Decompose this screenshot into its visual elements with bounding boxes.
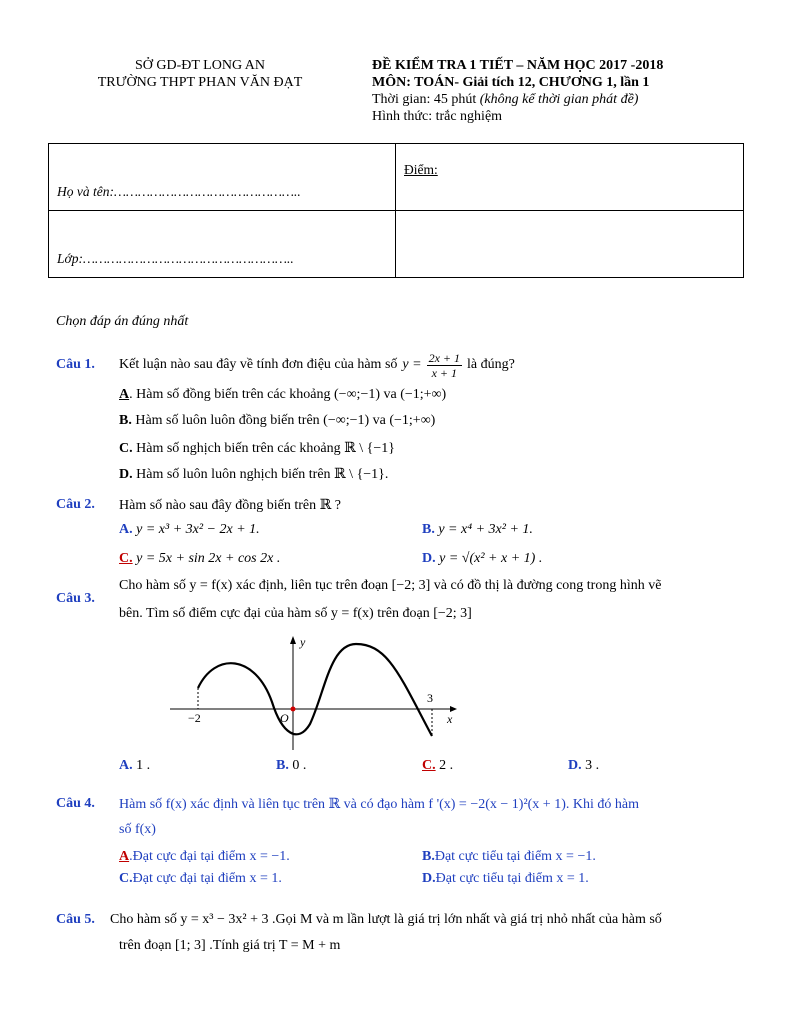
- q3-label: Câu 3.: [56, 591, 95, 606]
- q2-option-b[interactable]: [422, 522, 533, 538]
- q1-fraction-num: 2x + 1: [428, 350, 460, 365]
- q3-c-key: C.: [422, 758, 436, 773]
- q1-c-key: C.: [119, 441, 133, 456]
- tick-left-label: −2: [188, 711, 201, 725]
- q3-function-graph: [160, 632, 470, 754]
- header-right: [372, 57, 772, 125]
- q1-stem: [119, 345, 515, 385]
- origin-label: O: [280, 711, 289, 725]
- exam-format: Hình thức: trắc nghiệm: [372, 109, 503, 124]
- school-name: TRƯỜNG THPT PHAN VĂN ĐẠT: [97, 75, 303, 90]
- q1-option-a[interactable]: [119, 387, 446, 403]
- q4-b-key: B.: [422, 849, 435, 864]
- q4-stem-line2: số f(x): [119, 822, 156, 837]
- q4-a-key: A: [119, 849, 130, 864]
- dept-name: SỞ GD-ĐT LONG AN: [134, 58, 266, 73]
- function-curve: [198, 644, 432, 736]
- q3-stem-line2: bên. Tìm số điểm cực đại của hàm số y = f(x) trên đoạn [−2; 3]: [119, 606, 472, 621]
- q4-option-c[interactable]: [119, 871, 282, 887]
- q5-stem-line1: Cho hàm số y = x³ − 3x² + 3 .Gọi M và m lần lượt là giá trị lớn nhất và giá trị nhỏ nhất của hàm số: [110, 912, 662, 927]
- student-class-field: Lớp:……………………………………………..: [49, 211, 396, 278]
- q1-option-d[interactable]: [119, 466, 388, 483]
- q3-d-key: D.: [568, 758, 582, 773]
- q1-option-c[interactable]: [119, 440, 395, 457]
- q4-option-d[interactable]: [422, 871, 589, 887]
- instruction: Chọn đáp án đúng nhất: [56, 314, 189, 329]
- q1-b-text: Hàm số luôn luôn đồng biến trên (−∞;−1) va (−1;+∞): [131, 413, 436, 428]
- q1-d-text: Hàm số luôn luôn nghịch biến trên ℝ \ {−1}.: [132, 467, 389, 482]
- q5-label: Câu 5.: [56, 912, 95, 927]
- q1-fn-lhs: y =: [402, 357, 422, 372]
- score-field: Điểm:: [396, 144, 744, 211]
- exam-time: [372, 91, 772, 108]
- q2-b-key: B.: [422, 522, 435, 537]
- y-axis-arrow: [290, 636, 296, 644]
- q1-fraction: [427, 351, 462, 380]
- q3-d-text: 3 .: [581, 758, 600, 773]
- q1-c-text: Hàm số nghịch biến trên các khoảng ℝ \ {−1}: [132, 441, 395, 456]
- q1-stem-end: là đúng?: [467, 357, 515, 372]
- q1-d-key: D.: [119, 467, 133, 482]
- q5-stem-line2: trên đoạn [1; 3] .Tính giá trị T = M + m: [119, 938, 341, 953]
- q4-label: Câu 4.: [56, 796, 95, 811]
- q4-c-text: Đạt cực đại tại điểm x = 1.: [132, 871, 282, 886]
- student-info-table: [48, 143, 744, 278]
- exam-title: ĐỀ KIỂM TRA 1 TIẾT – NĂM HỌC 2017 -2018: [372, 58, 664, 73]
- q3-stem-line1: Cho hàm số y = f(x) xác định, liên tục trên đoạn [−2; 3] và có đồ thị là đường cong trong hình vẽ: [119, 578, 662, 593]
- q3-option-b[interactable]: [276, 758, 306, 774]
- q2-stem: Hàm số nào sau đây đồng biến trên ℝ ?: [119, 498, 341, 513]
- q1-b-key: B.: [119, 413, 132, 428]
- q4-c-key: C.: [119, 871, 133, 886]
- q4-stem-line1: Hàm số f(x) xác định và liên tục trên ℝ và có đạo hàm f '(x) = −2(x − 1)²(x + 1). Khi đó hàm: [119, 797, 639, 812]
- time-text: Thời gian: 45 phút: [372, 92, 480, 107]
- q1-label: Câu 1.: [56, 357, 95, 372]
- q3-c-text: 2 .: [435, 758, 454, 773]
- q1-a-key: A: [119, 387, 130, 402]
- origin-dot: [291, 707, 296, 712]
- q1-stem-text: Kết luận nào sau đây về tính đơn điệu của hàm số: [119, 357, 398, 372]
- time-note: (không kể thời gian phát đề): [479, 92, 639, 107]
- q3-option-a[interactable]: [119, 758, 150, 774]
- q3-b-text: 0 .: [288, 758, 307, 773]
- empty-cell: [396, 211, 744, 278]
- q4-option-b[interactable]: [422, 849, 596, 865]
- q3-a-text: 1 .: [132, 758, 151, 773]
- q2-c-text: y = 5x + sin 2x + cos 2x .: [132, 551, 281, 566]
- q2-option-d[interactable]: [422, 551, 542, 567]
- q4-d-text: Đạt cực tiểu tại điểm x = 1.: [435, 871, 589, 886]
- q4-b-text: Đạt cực tiểu tại điểm x = −1.: [434, 849, 596, 864]
- q1-a-text: . Hàm số đồng biến trên các khoảng (−∞;−1) va (−1;+∞): [129, 387, 447, 402]
- q3-option-d[interactable]: [568, 758, 599, 774]
- q1-option-b[interactable]: [119, 413, 435, 429]
- q3-option-c[interactable]: [422, 758, 453, 774]
- q4-option-a[interactable]: [119, 849, 290, 865]
- q2-a-text: y = x³ + 3x² − 2x + 1.: [132, 522, 260, 537]
- q2-option-a[interactable]: [119, 522, 260, 538]
- y-axis-label: y: [300, 635, 306, 649]
- q4-a-text: .Đạt cực đại tại điểm x = −1.: [129, 849, 290, 864]
- q2-option-c[interactable]: [119, 551, 280, 567]
- q2-b-text: y = x⁴ + 3x² + 1.: [434, 522, 533, 537]
- header-left: [70, 57, 330, 91]
- x-axis-label: x: [447, 712, 453, 726]
- q3-b-key: B.: [276, 758, 289, 773]
- q4-d-key: D.: [422, 871, 436, 886]
- q1-fraction-den: x + 1: [431, 365, 457, 380]
- tick-right-label: 3: [427, 691, 433, 705]
- q2-d-key: D.: [422, 551, 436, 566]
- q3-a-key: A.: [119, 758, 133, 773]
- q2-c-key: C.: [119, 551, 133, 566]
- q2-label: Câu 2.: [56, 497, 95, 512]
- student-name-field: Họ và tên:………………………………………..: [49, 144, 396, 211]
- exam-subject: MÔN: TOÁN- Giải tích 12, CHƯƠNG 1, lần 1: [372, 75, 650, 90]
- q2-d-text: y = √(x² + x + 1) .: [435, 551, 543, 566]
- q2-a-key: A.: [119, 522, 133, 537]
